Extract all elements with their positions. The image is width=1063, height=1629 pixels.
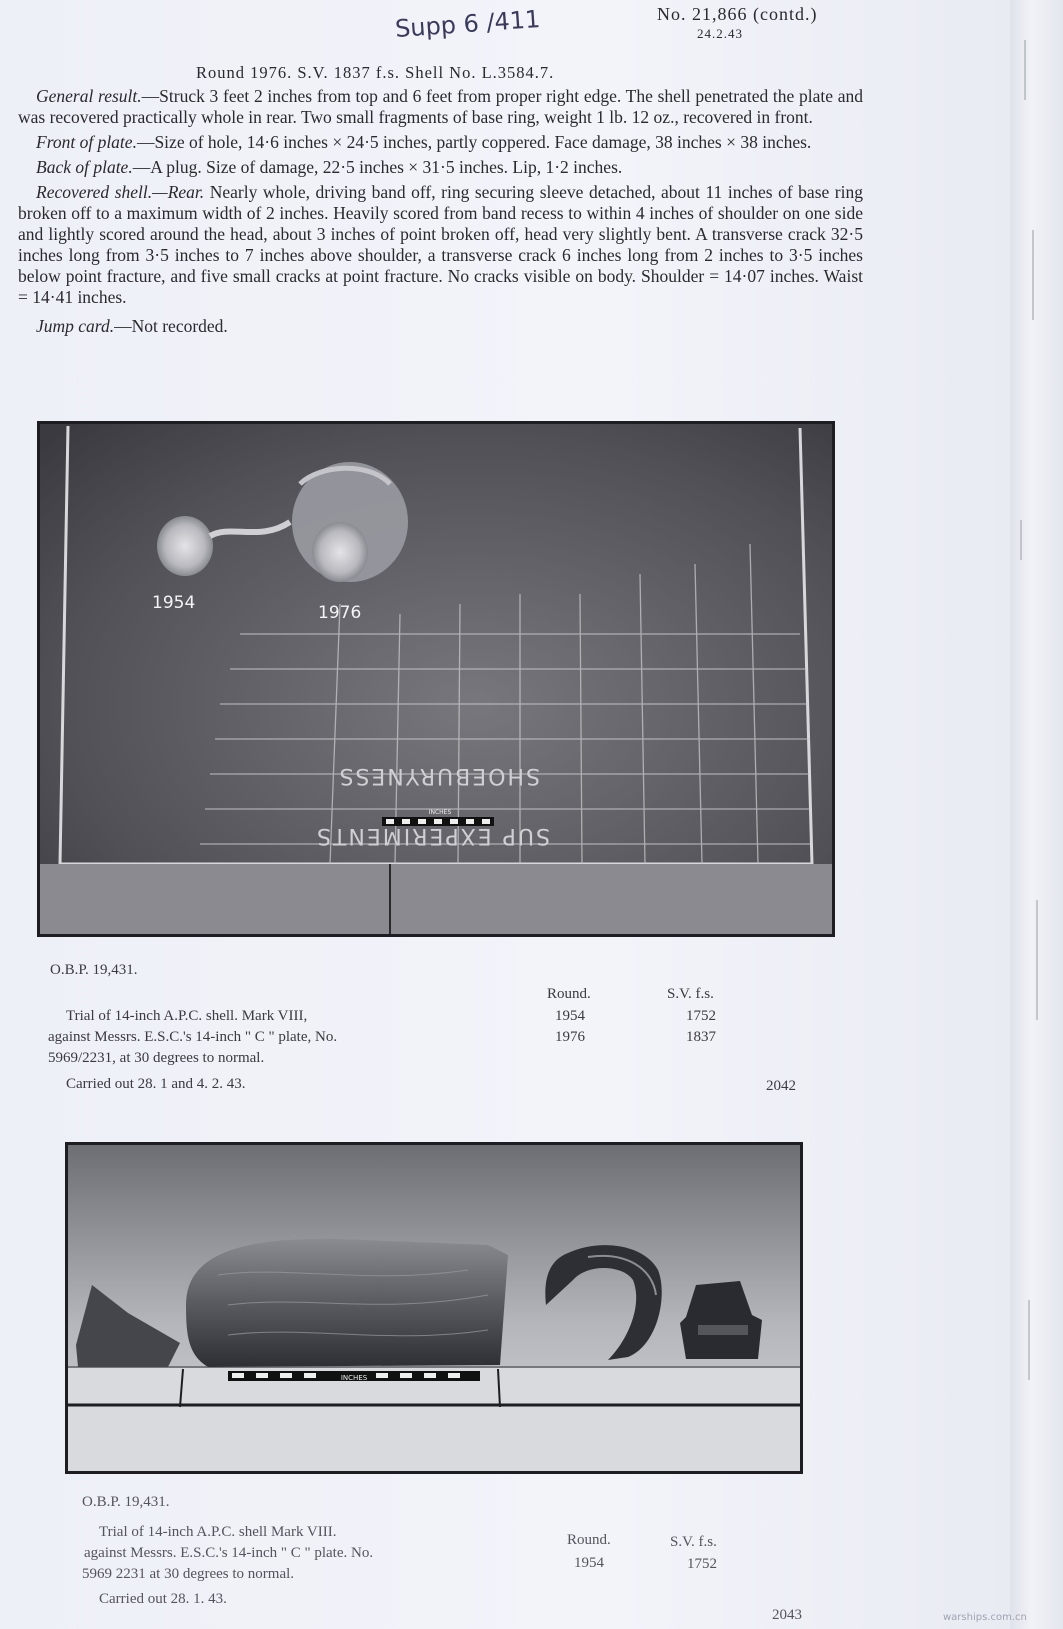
front-of-plate-text: —Size of hole, 14·6 inches × 24·5 inches, partly coppered. Face damage, 38 inches × 38 inches. (136, 132, 812, 152)
plate-scale-label: INCHES (428, 809, 452, 816)
jump-card-text: —Not recorded. (114, 316, 228, 336)
back-of-plate-label: Back of plate. (36, 157, 133, 177)
recovered-shell-label: Recovered shell.—Rear. (36, 182, 205, 202)
recovered-shell-text: Nearly whole, driving band off, ring securing sleeve detached, about 11 inches of base ring broken off to a maximum width of 2 inches. Heavily scored from band recess to within 4 inches of shoulder on one side and lightly scored around the head, about 3 inches of point broken off, head very slightly bent. A transverse crack 32·5 inches long from 3·5 inches to 7 inches above shoulder, a transverse crack 6 inches long from 2 inches to 3·5 inches below point fracture, and five small cracks at point fracture. No cracks visible on body. Shoulder = 14·07 inches. Waist = 14·41 inches. (18, 182, 863, 307)
caption1-ref: O.B.P. 19,431. (50, 962, 138, 978)
caption1-sv-header: S.V. f.s. (667, 986, 714, 1002)
back-of-plate-paragraph (18, 157, 863, 178)
caption1-round-1: 1954 (555, 1008, 585, 1024)
hole-label-1954: 1954 (152, 593, 196, 613)
front-of-plate-paragraph (18, 132, 863, 153)
recovered-shell-paragraph (18, 182, 863, 308)
shell-scale-bar (228, 1371, 480, 1382)
caption1-round-header: Round. (547, 986, 591, 1002)
caption2-line-3: 5969 2231 at 30 degrees to normal. (82, 1566, 295, 1582)
caption1-line-1: Trial of 14-inch A.P.C. shell. Mark VIII, (66, 1008, 308, 1024)
front-of-plate-label: Front of plate. (36, 132, 137, 152)
caption2-sv-header: S.V. f.s. (670, 1534, 717, 1550)
caption2-line-1: Trial of 14-inch A.P.C. shell Mark VIII. (99, 1524, 337, 1540)
back-of-plate-text: —A plug. Size of damage, 22·5 inches × 31·5 inches. Lip, 1·2 inches. (132, 157, 623, 177)
jump-card-label: Jump card. (36, 316, 115, 336)
document-number: No. 21,866 (contd.) (657, 4, 818, 24)
page-edge (1010, 0, 1063, 1629)
caption1-round-2: 1976 (555, 1029, 585, 1045)
caption2-page-number: 2043 (772, 1607, 802, 1623)
caption2-ref: O.B.P. 19,431. (82, 1494, 170, 1510)
hole-label-1976: 1976 (318, 603, 362, 623)
caption2-sv-1: 1752 (687, 1556, 717, 1572)
caption1-sv-2: 1837 (686, 1029, 716, 1045)
shell-scale-label: INCHES (340, 1374, 368, 1382)
caption1-sv-1: 1752 (686, 1008, 716, 1024)
caption1-page-number: 2042 (766, 1078, 796, 1094)
caption1-line-3: 5969/2231, at 30 degrees to normal. (48, 1050, 265, 1066)
round-header: Round 1976. S.V. 1837 f.s. Shell No. L.3584.7. (196, 63, 555, 82)
plate-photograph (37, 421, 835, 937)
caption2-round-header: Round. (567, 1532, 611, 1548)
caption2-line-2: against Messrs. E.S.C.'s 14-inch " C " plate. No. (84, 1545, 374, 1561)
plate-photo-image (40, 424, 832, 934)
chalk-shoeburyness: SHOEBURYNESS (337, 763, 540, 788)
report-body (18, 86, 863, 337)
jump-card-paragraph (18, 316, 863, 337)
caption2-round-1: 1954 (574, 1555, 604, 1571)
recovered-shell-image (68, 1145, 800, 1471)
general-result-label: General result. (36, 86, 142, 106)
handwritten-reference: Supp 6 /411 (394, 4, 542, 44)
watermark: warships.com.cn (943, 1612, 1027, 1623)
general-result-paragraph (18, 86, 863, 128)
caption1-carried-out: Carried out 28. 1 and 4. 2. 43. (66, 1076, 246, 1092)
recovered-shell-photograph (65, 1142, 803, 1474)
document-date: 24.2.43 (697, 26, 743, 41)
general-result-text: —Struck 3 feet 2 inches from top and 6 feet from proper right edge. The shell penetrated the plate and was recovered practically whole in rear. Two small fragments of base ring, weight 1 lb. 12 oz., recovered in front. (18, 86, 863, 127)
chalk-experiments: SUP EXPERIMENTS (315, 823, 550, 848)
caption2-carried-out: Carried out 28. 1. 43. (99, 1591, 227, 1607)
caption1-line-2: against Messrs. E.S.C.'s 14-inch " C " plate, No. (48, 1029, 338, 1045)
